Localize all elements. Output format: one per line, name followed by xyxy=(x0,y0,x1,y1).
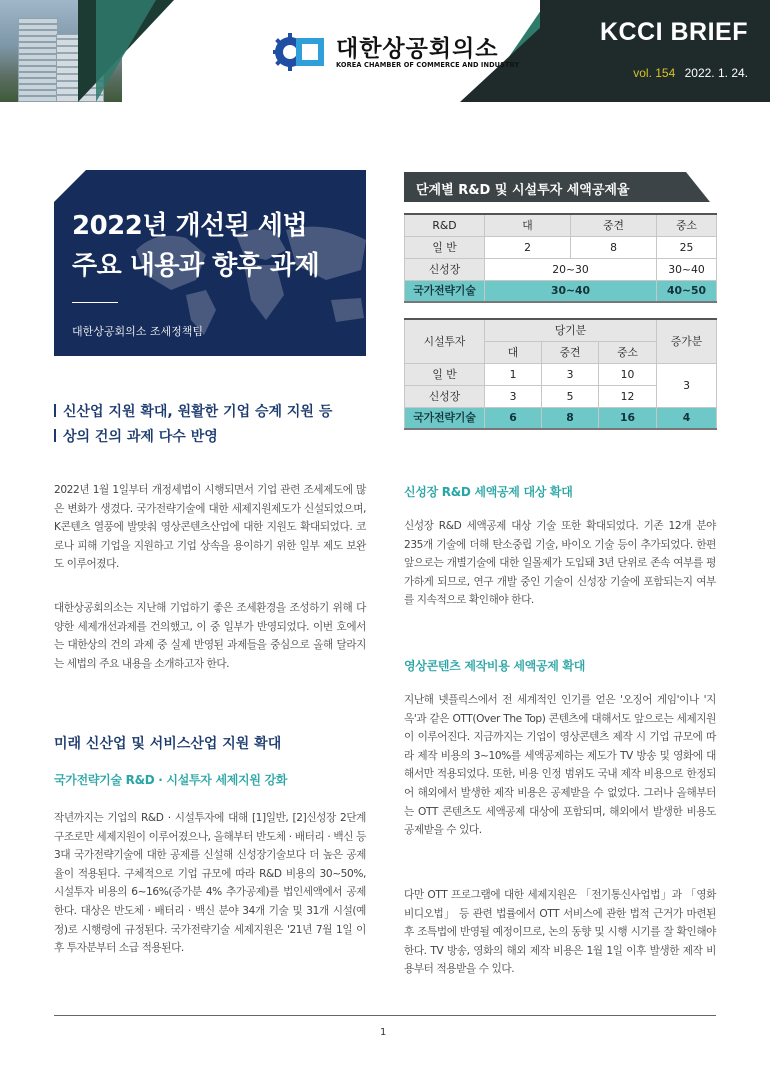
right-paragraph-2: 지난해 넷플릭스에서 전 세계적인 인기를 얻은 '오징어 게임'이나 '지옥'과 같은 OTT(Over The Top) 콘텐츠에 대해서도 앞으로는 세제지원이 이루어진다. 지금까지는 기업이 영상콘텐츠 제작 시 기업 규모에 따라 제작 비용의 3~10%를 세액공제하는 제도가 TV 방송 및 영화에 대해서만 적용되었다. 또한, 비용 인정 범위도 국내 제작 비용으로 한정되어 해외에서 발생한 제작 비용은 공제받을 수 없었다. 그러나 올해부터는 OTT 콘텐츠도 세액공제 대상에 포함되며, 해외에서 발생한 비용도 공제받을 수 있다. xyxy=(404,694,716,837)
summary-text: 상의 건의 과제 다수 반영 xyxy=(63,429,218,445)
footer-divider xyxy=(54,1015,716,1016)
table-header-cell: 대 xyxy=(485,341,542,363)
summary-bar xyxy=(54,429,56,442)
table-header-cell: 중견 xyxy=(542,341,599,363)
summary-bar xyxy=(54,404,56,417)
summary-text: 신산업 지원 확대, 원활한 기업 승계 지원 등 xyxy=(63,404,333,420)
intro-paragraph-2: 대한상공회의소는 지난해 기업하기 좋은 조세환경을 조성하기 위해 다양한 세제개선과제를 건의했고, 이 중 일부가 반영되었다. 이번 호에서는 대한상의 건의 과제 중 실제 반영된 과제들을 중심으로 올해 달라지는 세법의 주요 내용을 소개하고자 한다. xyxy=(54,602,366,670)
table-cell: 3 xyxy=(657,363,717,407)
title-divider xyxy=(72,302,118,303)
brief-meta xyxy=(633,66,748,80)
volume-number: vol. 154 xyxy=(633,66,676,80)
table-title-decoration xyxy=(686,172,710,202)
section-heading: 미래 신산업 및 서비스산업 지원 확대 xyxy=(54,736,282,752)
intro-paragraph-1: 2022년 1월 1일부터 개정세법이 시행되면서 기업 관련 조세제도에 많은 변화가 생겼다. 국가전략기술에 대한 세제지원제도가 신설되었으며, K콘텐츠 열풍에 발맞춰 영상콘텐츠산업에 대한 지원도 확대되었다. 코로나 피해 기업을 지원하고 기업 상속을 용이하기 위한 일부 제도 보완도 이루어졌다. xyxy=(54,484,366,571)
table-cell: 2 xyxy=(485,236,571,258)
table-cell: 30~40 xyxy=(485,280,657,302)
org-name-korean: 대한상공회의소 xyxy=(336,36,499,62)
table-header-row xyxy=(405,319,717,341)
table-cell: 3 xyxy=(542,363,599,385)
table-cell: 20~30 xyxy=(485,258,657,280)
brief-banner xyxy=(540,0,770,102)
right-paragraph-3: 다만 OTT 프로그램에 대한 세제지원은 「전기통신사업법」과 「영화비디오법」 등 관련 법률에서 OTT 서비스에 관한 법적 근거가 마련된 후 조특법에 반영될 예정이므로, 논의 동향 및 시행 시기를 잘 확인해야 한다. TV 방송, 영화의 해외 제작 비용은 1월 1일 이후 발생한 제작 비용부터 적용받을 수 있다. xyxy=(404,889,716,976)
subsection-heading: 신성장 R&D 세액공제 대상 확대 xyxy=(404,485,573,499)
summary-line2 xyxy=(54,425,332,450)
kcci-logo xyxy=(272,30,520,74)
table-row xyxy=(405,363,717,385)
table-row-highlight xyxy=(405,280,717,302)
report-title xyxy=(72,206,319,286)
table-header-cell: 당기분 xyxy=(485,319,657,341)
row-header-cell: 국가전략기술 xyxy=(405,280,485,302)
table-title: 단계별 R&D 및 시설투자 세액공제율 xyxy=(404,172,686,202)
table-header-row xyxy=(405,214,717,236)
table-header-cell: 시설투자 xyxy=(405,319,485,363)
table-header-cell: R&D xyxy=(405,214,485,236)
subsection-heading: 영상콘텐츠 제작비용 세액공제 확대 xyxy=(404,659,586,673)
summary-block xyxy=(54,400,332,450)
subsection-heading: 국가전략기술 R&D · 시설투자 세제지원 강화 xyxy=(54,773,288,787)
table-cell: 30~40 xyxy=(657,258,717,280)
row-header-cell: 신성장 xyxy=(405,258,485,280)
table-cell: 10 xyxy=(599,363,657,385)
table-header-cell: 대 xyxy=(485,214,571,236)
table-header-cell: 중소 xyxy=(657,214,717,236)
section1-paragraph: 작년까지는 기업의 R&D · 시설투자에 대해 [1]일반, [2]신성장 2단계 구조로만 세제지원이 이루어졌으나, 올해부터 반도체 · 배터리 · 백신 등 3대 국가전략기술에 대한 공제를 신설해 신성장기술보다 더 높은 공제율이 적용된다. 구체적으로 기업 규모에 따라 R&D 비용의 30~50%, 시설투자 비용의 6~16%(증가분 4% 추가공제)를 법인세액에서 공제한다. 대상은 반도체 · 배터리 · 백신 분야 34개 기술 및 31개 시설(예정)로 시행령에 규정된다. 국가전략기술 세제지원은 '21년 7월 1일 이후 투자분부터 소급 적용된다. xyxy=(54,812,366,955)
publish-date: 2022. 1. 24. xyxy=(684,66,748,80)
table-cell: 40~50 xyxy=(657,280,717,302)
table-header-cell: 중소 xyxy=(599,341,657,363)
kcci-logo-icon xyxy=(272,32,326,72)
table-cell: 12 xyxy=(599,385,657,407)
table-header-cell: 중견 xyxy=(571,214,657,236)
title-corner-cut xyxy=(54,170,86,202)
right-paragraph-1: 신성장 R&D 세액공제 대상 기술 또한 확대되었다. 기존 12개 분야 235개 기술에 더해 탄소중립 기술, 바이오 기술 등이 추가되었다. 한편 앞으로는 개별기술에 대한 일몰제가 도입돼 3년 단위로 존속 여부를 평가하게 되므로, 연구 개발 중인 기술이 신성장 기술에 포함되는지 여부를 지속적으로 확인해야 한다. xyxy=(404,520,716,607)
table-cell: 6 xyxy=(485,407,542,429)
title-box xyxy=(54,170,366,356)
table-cell: 3 xyxy=(485,385,542,407)
table-cell: 1 xyxy=(485,363,542,385)
brief-title: KCCI BRIEF xyxy=(599,18,748,46)
row-header-cell: 일 반 xyxy=(405,363,485,385)
table-header-cell: 증가분 xyxy=(657,319,717,363)
investment-credit-table xyxy=(404,318,717,430)
rd-credit-table xyxy=(404,213,717,303)
page-number: 1 xyxy=(380,1027,387,1038)
page-header xyxy=(0,0,770,102)
table-cell: 16 xyxy=(599,407,657,429)
report-title-line2: 주요 내용과 향후 과제 xyxy=(72,251,320,281)
building-shape xyxy=(18,18,58,102)
table-row xyxy=(405,236,717,258)
table-row-highlight xyxy=(405,407,717,429)
report-author: 대한상공회의소 조세정책팀 xyxy=(72,325,204,338)
row-header-cell: 일 반 xyxy=(405,236,485,258)
table-cell: 4 xyxy=(657,407,717,429)
table-cell: 25 xyxy=(657,236,717,258)
report-title-line1: 2022년 개선된 세법 xyxy=(72,211,308,241)
summary-line1 xyxy=(54,400,332,425)
table-cell: 8 xyxy=(571,236,657,258)
table-cell: 8 xyxy=(542,407,599,429)
table-row xyxy=(405,258,717,280)
header-decoration xyxy=(96,0,156,102)
row-header-cell: 국가전략기술 xyxy=(405,407,485,429)
row-header-cell: 신성장 xyxy=(405,385,485,407)
org-name-english: KOREA CHAMBER OF COMMERCE AND INDUSTRY xyxy=(336,61,520,69)
table-cell: 5 xyxy=(542,385,599,407)
